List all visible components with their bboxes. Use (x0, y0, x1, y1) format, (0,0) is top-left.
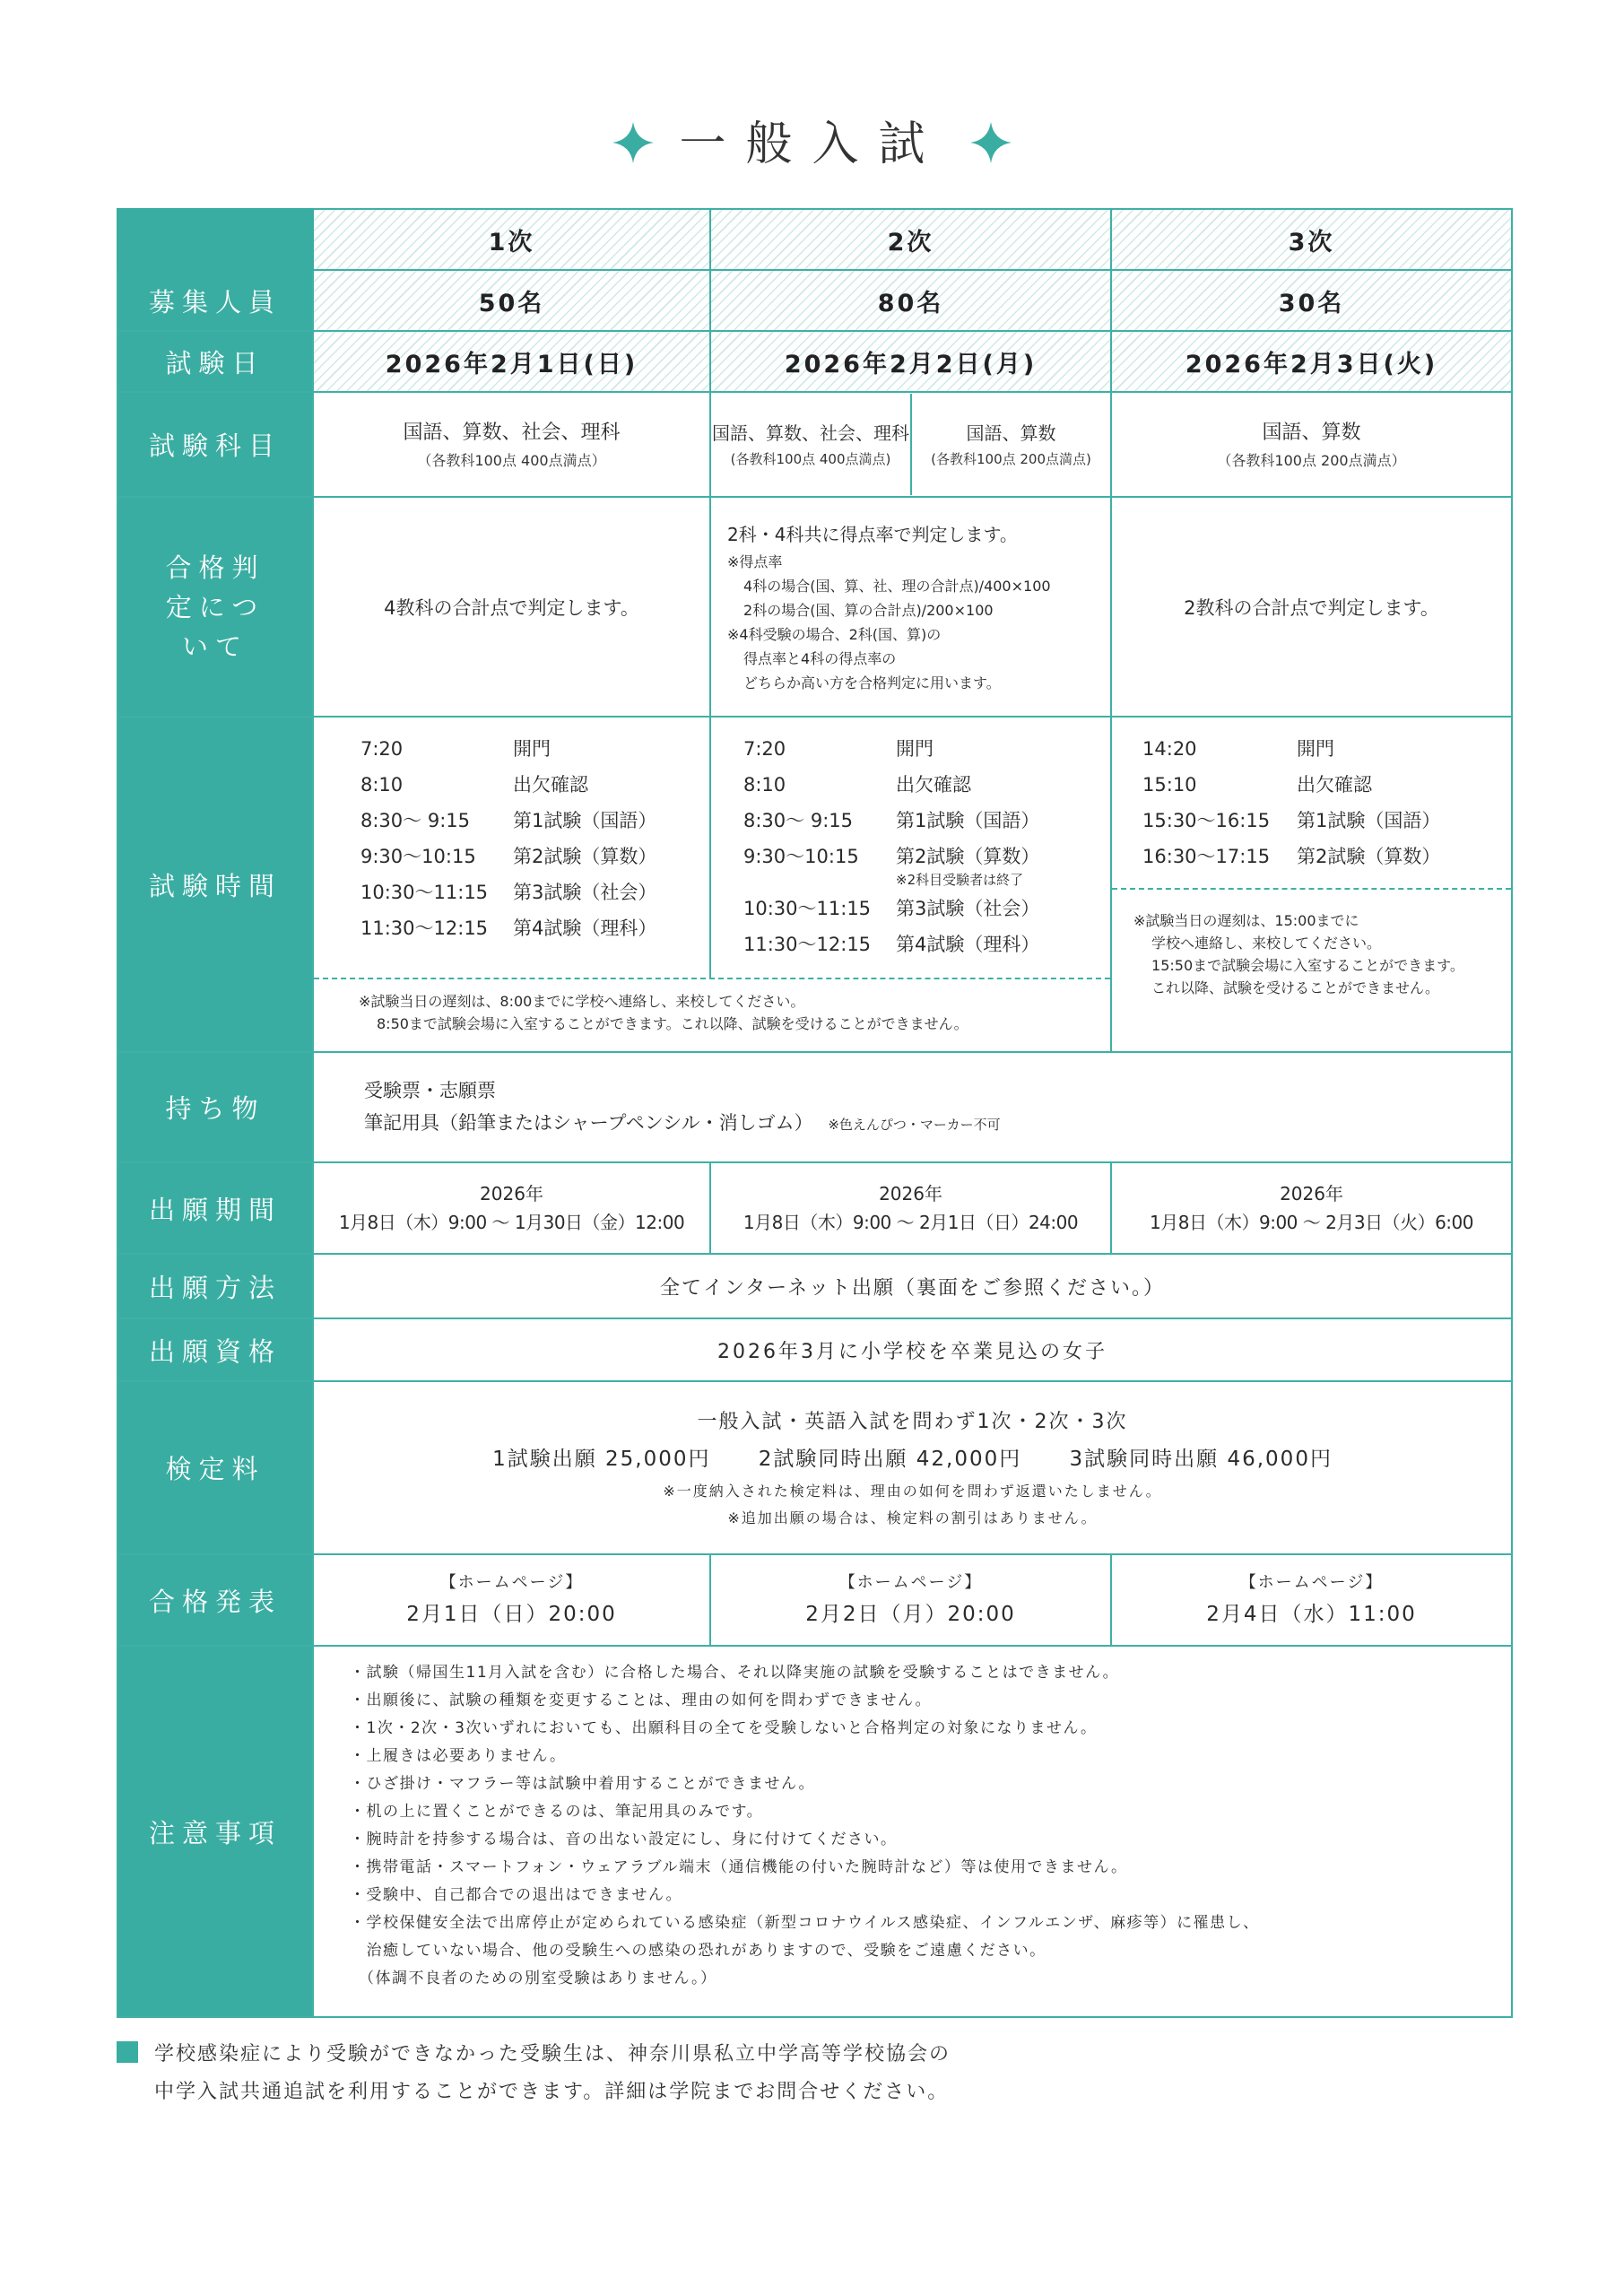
notes-item: ・学校保健安全法で出席停止が定められている感染症（新型コロナウイルス感染症、インフルエンザ、麻疹等）に罹患し、 (350, 1914, 1260, 1932)
recruit-3rd: 30名 (1111, 270, 1512, 331)
schedule-event: 第4試験（理科） (513, 918, 657, 939)
schedule-event: 第1試験（国語） (1297, 810, 1441, 831)
judge-line: ※4科受験の場合、2科(国、算)の (727, 625, 942, 643)
schedule-time: 10:30～11:15 (360, 882, 489, 903)
late-note-line: ※試験当日の遅刻は、15:00までに (1133, 912, 1359, 929)
notes-item: （体調不良者のための別室受験はありません。） (350, 1970, 717, 1987)
result-1st-head: 【ホームページ】 (439, 1573, 584, 1592)
schedule-event: 出欠確認 (1297, 774, 1373, 796)
late-note-line: これ以降、試験を受けることができません。 (1151, 979, 1439, 996)
judge-line: ※得点率 (727, 552, 783, 570)
schedule-time: 8:10 (360, 774, 404, 796)
schedule-event: 第2試験（算数） (1297, 846, 1441, 867)
date-1st: 2026年2月1日(日) (313, 331, 710, 392)
schedule-time: 8:30～ 9:15 (743, 810, 853, 831)
notes-item: ・1次・2次・3次いずれにおいても、出願科目の全てを受験しないと合格判定の対象になりません。 (350, 1719, 1098, 1737)
time-1st (314, 718, 709, 978)
late-note-3rd (1112, 888, 1511, 1008)
label-fee: 検定料 (117, 1381, 313, 1554)
subjects-3rd (1111, 392, 1512, 497)
time-row (117, 717, 1512, 1052)
notes-item: ・上履きは必要ありません。 (350, 1747, 567, 1765)
judge-line: 4科の場合(国、算、社、理の合計点)/400×100 (743, 577, 1051, 595)
subjects-2nd-2ka-points: (各教科100点 200点満点) (931, 451, 1091, 467)
period-2nd (710, 1162, 1111, 1254)
page-title (0, 106, 1624, 173)
exam-info-table (117, 208, 1513, 2018)
label-recruit: 募集人員 (117, 270, 313, 331)
items-line1: 受験票・志願票 (364, 1079, 496, 1101)
label-period: 出願期間 (117, 1162, 313, 1254)
fee-note1: ※一度納入された検定料は、理由の如何を問わず返還いたしません。 (663, 1482, 1162, 1500)
square-bullet-icon (117, 2041, 138, 2063)
recruit-row (117, 270, 1512, 331)
judge-line: どちらか高い方を合格判定に用います。 (743, 674, 1001, 691)
schedule-event: 開門 (513, 738, 551, 760)
late-note-1st-2nd (314, 978, 1110, 1042)
qualify-row (117, 1318, 1512, 1381)
period-3rd-range: 1月8日（木）9:00 ～ 2月3日（火）6:00 (1150, 1212, 1473, 1233)
period-1st-range: 1月8日（木）9:00 ～ 1月30日（金）12:00 (338, 1212, 685, 1233)
label-result: 合格発表 (117, 1554, 313, 1646)
subjects-1st (313, 392, 710, 497)
judge-2nd-detail (727, 550, 1110, 695)
notes-item: ・腕時計を持参する場合は、音の出ない設定にし、身に付けてください。 (350, 1831, 898, 1848)
judge-2nd-head: 2科・4科共に得点率で判定します。 (727, 523, 1018, 545)
sparkle-star-icon (968, 120, 1013, 165)
recruit-2nd: 80名 (710, 270, 1111, 331)
label-subjects: 試験科目 (117, 392, 313, 497)
date-2nd: 2026年2月2日(月) (710, 331, 1111, 392)
method-cell: 全てインターネット出願（裏面をご参照ください。） (313, 1254, 1512, 1318)
schedule-time: 11:30～12:15 (360, 918, 489, 939)
schedule-event: 第3試験（社会） (513, 882, 657, 903)
fee-amounts (314, 1440, 1511, 1478)
header-row (117, 209, 1512, 270)
schedule-time: 9:30～10:15 (743, 846, 859, 867)
time-2nd (711, 718, 1110, 978)
schedule-time: 15:10 (1142, 774, 1197, 796)
fee-row (117, 1381, 1512, 1554)
judge-row (117, 497, 1512, 717)
subjects-2nd-2ka-main: 国語、算数 (966, 422, 1056, 444)
result-2nd (710, 1554, 1111, 1646)
late-note-line: 学校へ連絡し、来校してください。 (1151, 935, 1382, 952)
schedule-2nd-b (743, 893, 1110, 960)
subjects-2nd-2ka (912, 394, 1110, 495)
footnote-line1 (117, 2036, 951, 2074)
header-1st: 1次 (313, 209, 710, 270)
judge-2nd (710, 497, 1111, 717)
period-3rd-year: 2026年 (1280, 1183, 1343, 1205)
header-3rd: 3次 (1111, 209, 1512, 270)
fee-3-exams: 3試験同時出願 46,000円 (1069, 1447, 1333, 1471)
schedule-event: 第1試験（国語） (513, 810, 657, 831)
fee-cell (313, 1381, 1512, 1554)
schedule-event: 第3試験（社会） (896, 898, 1040, 919)
schedule-time: 10:30～11:15 (743, 898, 872, 919)
period-1st (313, 1162, 710, 1254)
result-3rd-date: 2月4日（水）11:00 (1206, 1603, 1417, 1626)
judge-line: 得点率と4科の得点率の (743, 649, 897, 667)
schedule-time: 11:30～12:15 (743, 934, 872, 955)
notes-item: ・携帯電話・スマートフォン・ウェアラブル端末（通信機能の付いた腕時計など）等は使用できません。 (350, 1858, 1128, 1876)
fee-note2: ※追加出願の場合は、検定料の割引はありません。 (727, 1509, 1098, 1526)
period-row (117, 1162, 1512, 1254)
method-row (117, 1254, 1512, 1318)
fee-1-exam: 1試験出願 25,000円 (492, 1447, 711, 1471)
footnote (117, 2036, 951, 2111)
result-2nd-date: 2月2日（月）20:00 (805, 1603, 1016, 1626)
label-method: 出願方法 (117, 1254, 313, 1318)
date-3rd: 2026年2月3日(火) (1111, 331, 1512, 392)
result-row (117, 1554, 1512, 1646)
schedule-event: 出欠確認 (896, 774, 971, 796)
schedule-time: 15:30～16:15 (1142, 810, 1271, 831)
subjects-2nd-4ka (711, 394, 912, 495)
late-note-line: 15:50まで試験会場に入室することができます。 (1151, 957, 1464, 974)
notes-row (117, 1646, 1512, 2017)
label-notes: 注意事項 (117, 1646, 313, 2017)
late-note-line: ※試験当日の遅刻は、8:00までに学校へ連絡し、来校してください。 (359, 993, 805, 1010)
subjects-1st-points: （各教科100点 400点満点） (417, 451, 606, 469)
sparkle-star-icon (611, 120, 656, 165)
notes-cell (313, 1646, 1512, 2017)
schedule-3rd-wrap (1112, 718, 1511, 888)
label-date: 試験日 (117, 331, 313, 392)
notes-item: ・ひざ掛け・マフラー等は試験中着用することができません。 (350, 1775, 816, 1793)
schedule-time: 7:20 (743, 738, 786, 760)
period-2nd-range: 1月8日（木）9:00 ～ 2月1日（日）24:00 (743, 1212, 1079, 1233)
notes-item: ・試験（帰国生11月入試を含む）に合格した場合、それ以降実施の試験を受験することはできません。 (350, 1664, 1120, 1682)
schedule-event: 開門 (896, 738, 934, 760)
schedule-event: 第2試験（算数） (513, 846, 657, 867)
label-qualify: 出願資格 (117, 1318, 313, 1381)
result-2nd-head: 【ホームページ】 (838, 1573, 983, 1592)
label-judge: 合格判定について (117, 497, 313, 717)
subjects-2nd (710, 392, 1111, 497)
fee-line1: 一般入試・英語入試を問わず1次・2次・3次 (697, 1410, 1128, 1433)
items-line2 (364, 1107, 1511, 1141)
subjects-2nd-4ka-main: 国語、算数、社会、理科 (712, 422, 910, 444)
subjects-1st-main: 国語、算数、社会、理科 (403, 421, 621, 444)
result-3rd-head: 【ホームページ】 (1239, 1573, 1384, 1592)
schedule-2nd-a (743, 734, 1110, 872)
schedule-event: 出欠確認 (513, 774, 588, 796)
result-3rd (1111, 1554, 1512, 1646)
period-2nd-year: 2026年 (879, 1183, 942, 1205)
schedule-time: 7:20 (360, 738, 404, 760)
fee-2-exams: 2試験同時出願 42,000円 (758, 1447, 1022, 1471)
header-2nd: 2次 (710, 209, 1111, 270)
subjects-3rd-points: （各教科100点 200点満点） (1217, 451, 1406, 469)
label-items: 持ち物 (117, 1052, 313, 1162)
judge-1st: 4教科の合計点で判定します。 (313, 497, 710, 717)
subjects-row (117, 392, 1512, 497)
notes-item: ・受験中、自己都合での退出はできません。 (350, 1886, 683, 1904)
schedule-time: 16:30～17:15 (1142, 846, 1271, 867)
schedule-time: 8:30～ 9:15 (360, 810, 470, 831)
judge-line: 2科の場合(国、算の合計点)/200×100 (743, 601, 994, 619)
notes-list (314, 1647, 1511, 2005)
schedule-event: 第1試験（国語） (896, 810, 1040, 831)
items-note: ※色えんぴつ・マーカー不可 (828, 1116, 1001, 1133)
schedule-event: 開門 (1297, 738, 1335, 760)
items-cell (313, 1052, 1512, 1162)
schedule-event: 第4試験（理科） (896, 934, 1040, 955)
time-2nd-note: ※2科目受験者は終了 (896, 872, 1024, 888)
subjects-2nd-4ka-points: (各教科100点 400点満点) (730, 451, 891, 467)
items-line2-text: 筆記用具（鉛筆またはシャープペンシル・消しゴム） (364, 1111, 813, 1134)
date-row (117, 331, 1512, 392)
footnote-line2: 中学入試共通追試を利用することができます。詳細は学院までお問合せください。 (154, 2081, 950, 2103)
schedule-time: 8:10 (743, 774, 786, 796)
schedule-3rd (1142, 734, 1511, 872)
recruit-1st: 50名 (313, 270, 710, 331)
title-text: 一般入試 (679, 117, 945, 171)
result-1st-date: 2月1日（日）20:00 (406, 1603, 617, 1626)
schedule-1st (360, 734, 709, 944)
period-3rd (1111, 1162, 1512, 1254)
label-time: 試験時間 (117, 717, 313, 1052)
period-1st-year: 2026年 (480, 1183, 543, 1205)
qualify-cell: 2026年3月に小学校を卒業見込の女子 (313, 1318, 1512, 1381)
notes-item: 治癒していない場合、他の受験生への感染の恐れがありますので、受験をご遠慮ください。 (350, 1942, 1046, 1960)
items-row (117, 1052, 1512, 1162)
late-note-line: 8:50まで試験会場に入室することができます。これ以降、試験を受けることができません。 (377, 1015, 968, 1032)
schedule-time: 9:30～10:15 (360, 846, 476, 867)
time-3rd (1111, 717, 1512, 1052)
notes-item: ・机の上に置くことができるのは、筆記用具のみです。 (350, 1803, 764, 1821)
schedule-time: 14:20 (1142, 738, 1197, 760)
subjects-3rd-main: 国語、算数 (1262, 421, 1361, 444)
notes-item: ・出願後に、試験の種類を変更することは、理由の如何を問わずできません。 (350, 1692, 933, 1709)
result-1st (313, 1554, 710, 1646)
time-1st-2nd (313, 717, 1111, 1052)
footnote-line1-text: 学校感染症により受験ができなかった受験生は、神奈川県私立中学高等学校協会の (154, 2043, 951, 2066)
corner-cell (117, 209, 313, 270)
judge-3rd: 2教科の合計点で判定します。 (1111, 497, 1512, 717)
schedule-event: 第2試験（算数） (896, 846, 1040, 867)
